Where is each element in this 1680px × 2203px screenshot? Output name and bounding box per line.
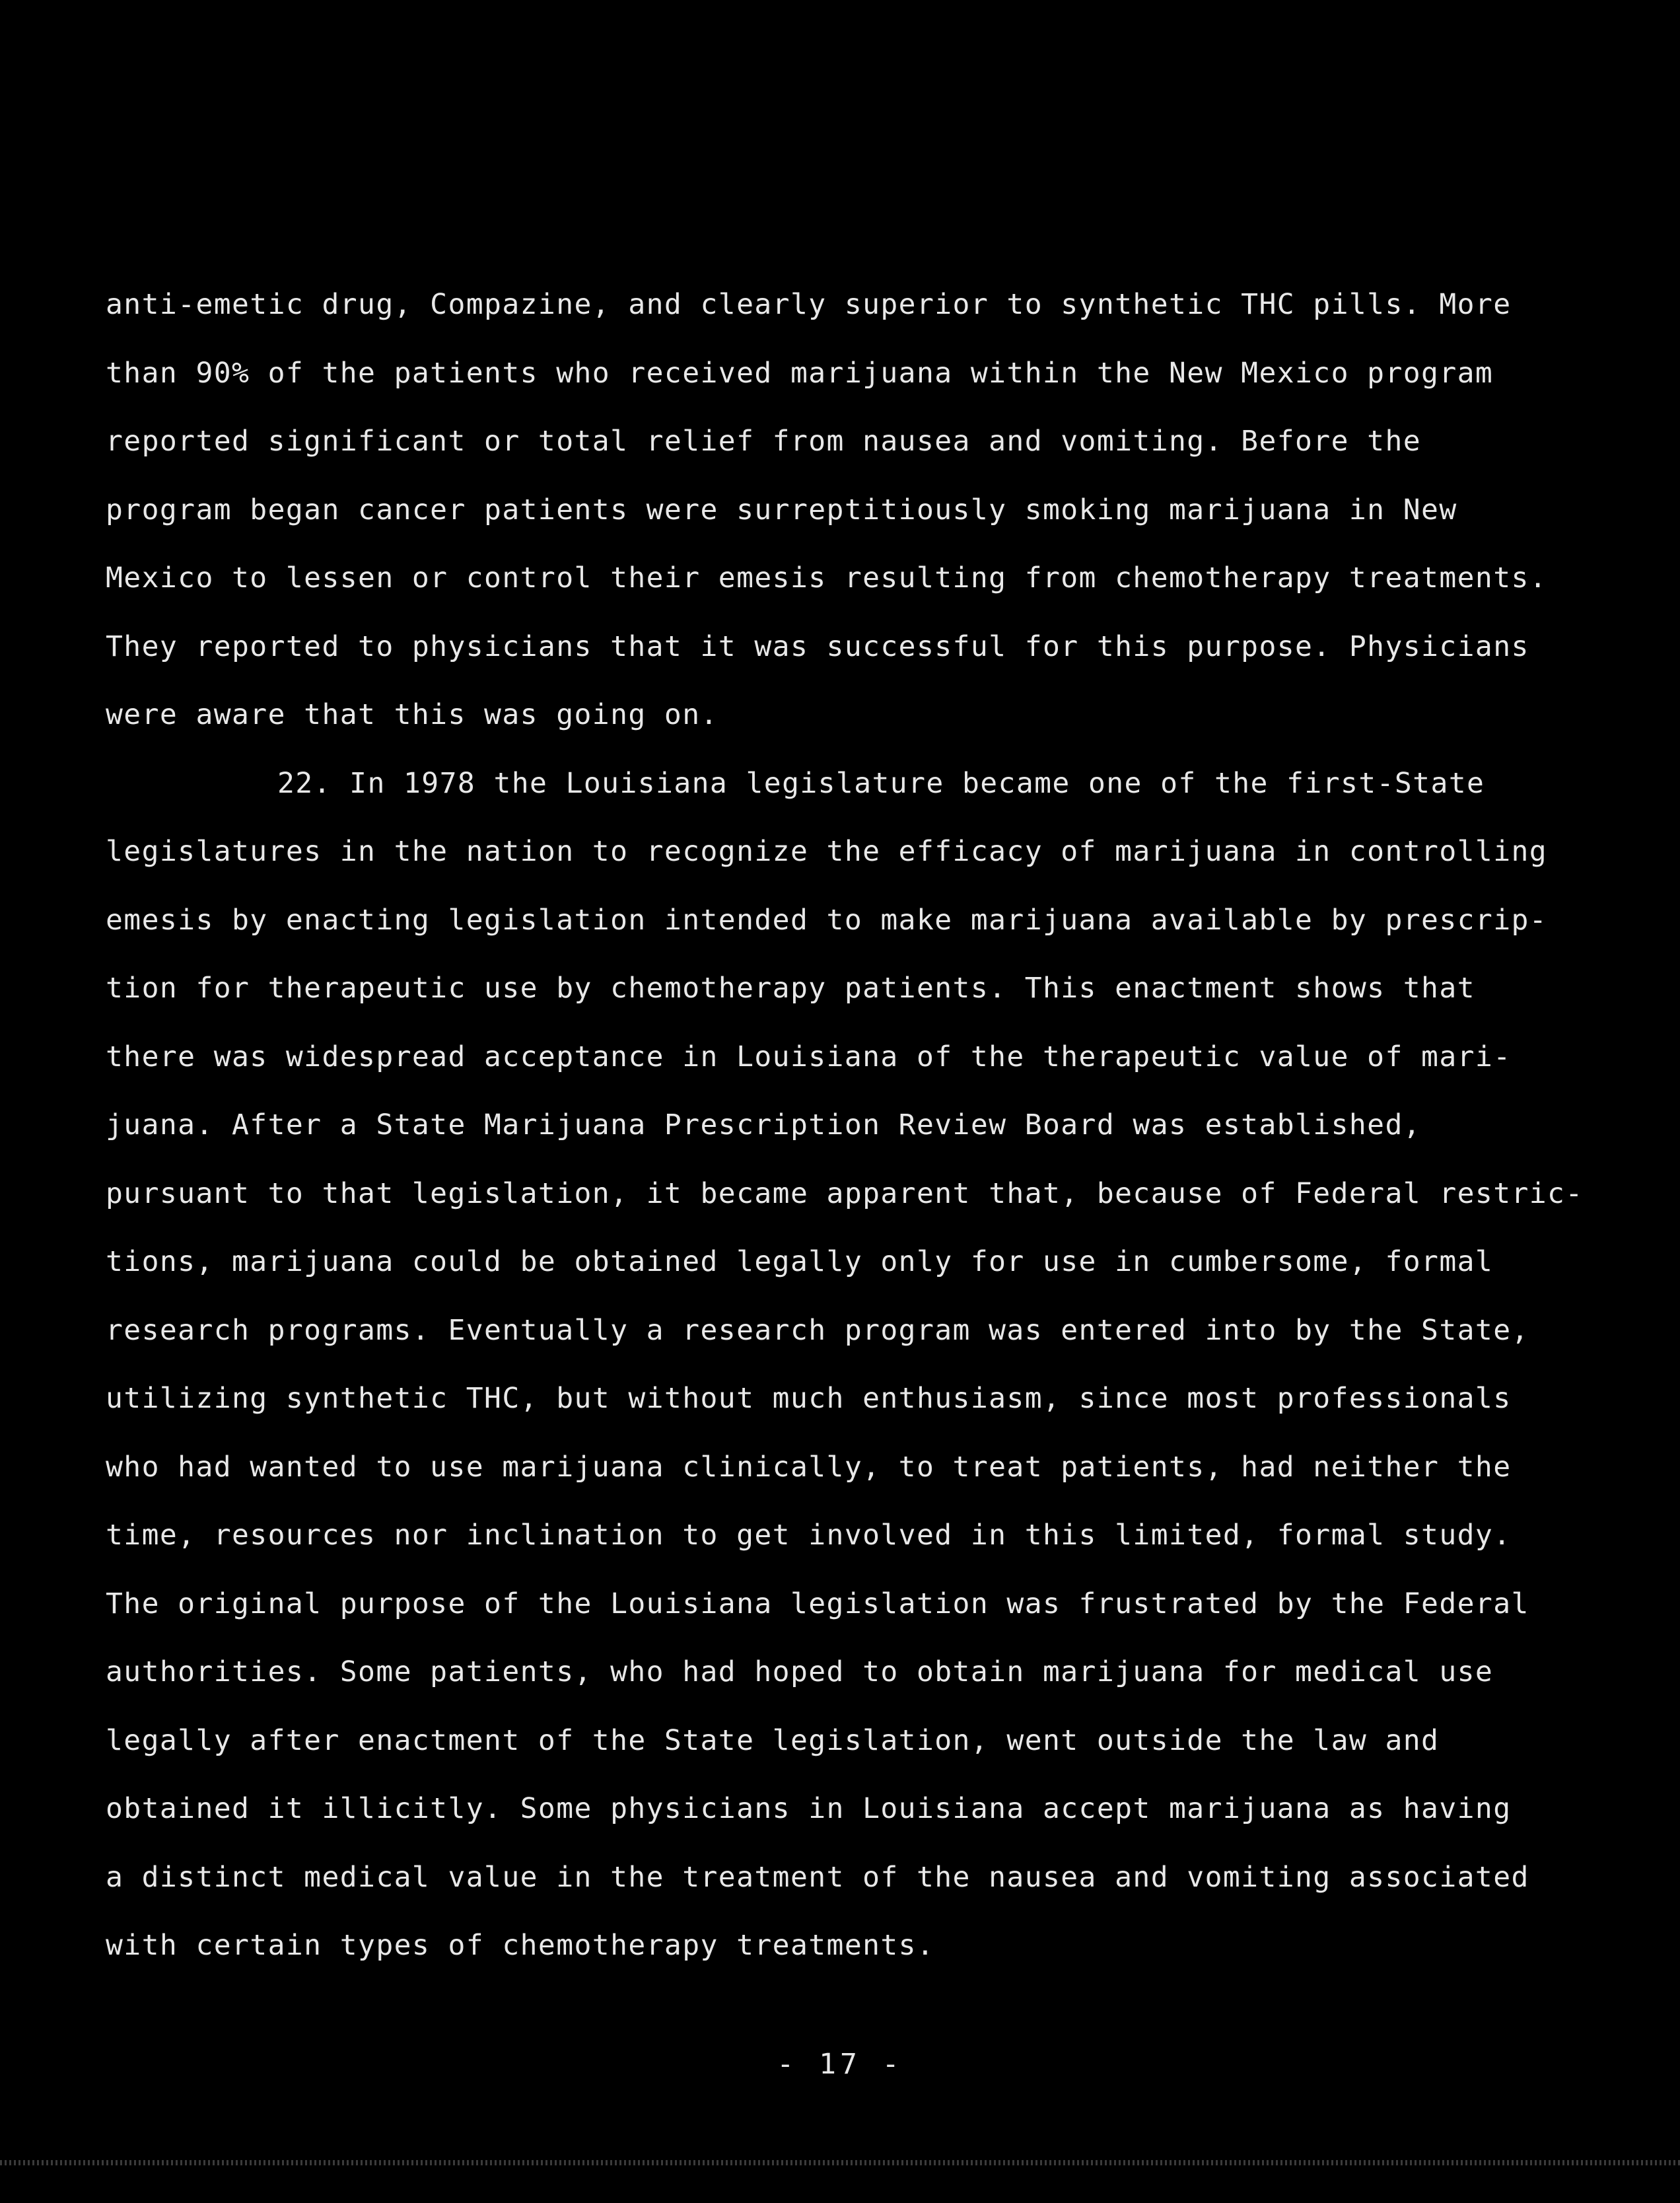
text-line: legally after enactment of the State legislation, went outside the law and — [106, 1723, 1440, 1757]
text-line: anti-emetic drug, Compazine, and clearly superior to synthetic THC pills. More — [106, 288, 1512, 321]
page-number: - 17 - — [777, 2048, 903, 2081]
text-line: 22. In 1978 the Louisiana legislature became one of the first-State — [277, 766, 1485, 800]
text-line: The original purpose of the Louisiana legislation was frustrated by the Federal — [106, 1587, 1529, 1620]
text-line: Mexico to lessen or control their emesis resulting from chemotherapy treatments. — [106, 561, 1548, 595]
text-line: research programs. Eventually a research program was entered into by the State, — [106, 1313, 1529, 1347]
text-line: there was widespread acceptance in Louisiana of the therapeutic value of mari- — [106, 1040, 1512, 1073]
text-line: with certain types of chemotherapy treatments. — [106, 1929, 935, 1962]
text-line: time, resources nor inclination to get involved in this limited, formal study. — [106, 1519, 1512, 1552]
text-line: authorities. Some patients, who had hoped to obtain marijuana for medical use — [106, 1655, 1494, 1688]
text-line: utilizing synthetic THC, but without much enthusiasm, since most professionals — [106, 1382, 1512, 1415]
text-line: who had wanted to use marijuana clinically, to treat patients, had neither the — [106, 1450, 1512, 1484]
text-line: a distinct medical value in the treatment of the nausea and vomiting associated — [106, 1860, 1529, 1894]
text-line: They reported to physicians that it was successful for this purpose. Physicians — [106, 630, 1529, 663]
text-line: juana. After a State Marijuana Prescription Review Board was established, — [106, 1108, 1422, 1141]
text-line: program began cancer patients were surreptitiously smoking marijuana in New — [106, 493, 1457, 526]
text-line: legislatures in the nation to recognize the efficacy of marijuana in controlling — [106, 835, 1548, 868]
text-line: emesis by enacting legislation intended to make marijuana available by prescrip- — [106, 903, 1548, 937]
scan-edge — [0, 2160, 1680, 2165]
text-line: pursuant to that legislation, it became apparent that, because of Federal restric- — [106, 1176, 1584, 1210]
text-line: than 90% of the patients who received marijuana within the New Mexico program — [106, 356, 1494, 390]
text-line: were aware that this was going on. — [106, 698, 718, 731]
text-line: tion for therapeutic use by chemotherapy patients. This enactment shows that — [106, 972, 1475, 1005]
text-line: tions, marijuana could be obtained legally only for use in cumbersome, formal — [106, 1245, 1494, 1278]
text-line: obtained it illicitly. Some physicians in Louisiana accept marijuana as having — [106, 1792, 1512, 1825]
body-text — [106, 271, 1584, 1980]
text-line: reported significant or total relief from nausea and vomiting. Before the — [106, 425, 1422, 458]
